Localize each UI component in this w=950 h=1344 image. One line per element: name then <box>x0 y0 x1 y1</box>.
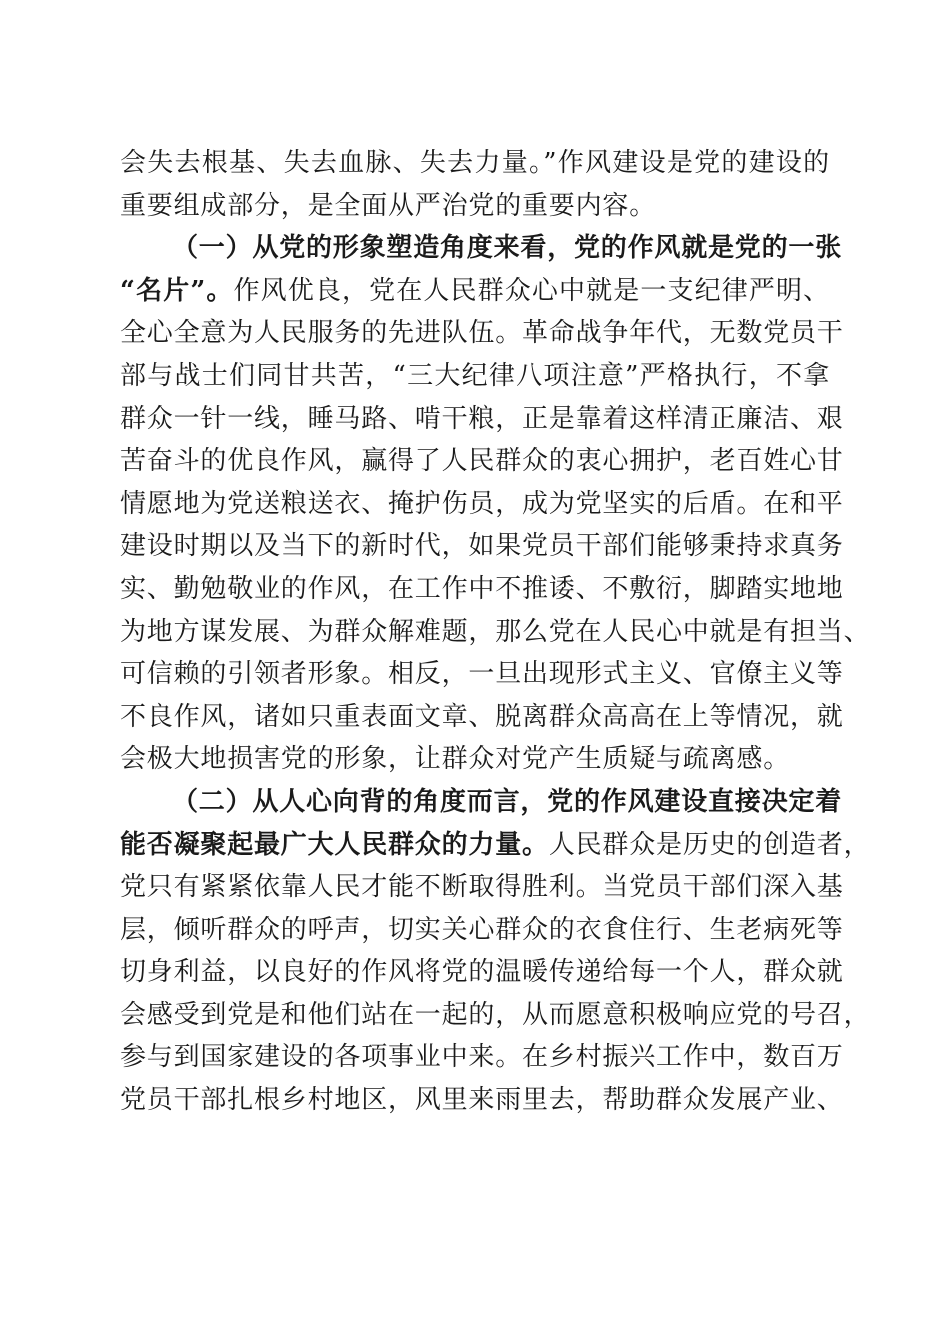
text-run: 会感受到党是和他们站在一起的，从而愿意积极响应党的号召， <box>120 999 871 1030</box>
text-line <box>120 355 830 398</box>
bold-text-run: 能否凝聚起最广大人民群众的力量。 <box>120 829 549 860</box>
text-line <box>120 951 844 994</box>
text-line <box>120 1036 844 1079</box>
text-run: 层，倾听群众的呼声，切实关心群众的衣食住行、生老病死等 <box>120 914 844 945</box>
text-line <box>120 483 844 526</box>
text-line <box>120 312 844 355</box>
text-line <box>120 653 844 696</box>
text-run: 参与到国家建设的各项事业中来。在乡村振兴工作中，数百万 <box>120 1042 844 1073</box>
text-line <box>120 270 830 313</box>
text-line <box>120 398 844 441</box>
text-line <box>120 568 844 611</box>
text-line <box>120 142 830 185</box>
text-run: 人民群众是历史的创造者， <box>548 829 871 860</box>
text-run: 作风优良，党在人民群众心中就是一支纪律严明、 <box>233 275 830 306</box>
text-run: 建设时期以及当下的新时代，如果党员干部们能够秉持求真务 <box>120 531 844 562</box>
text-run: 群众一针一线，睡马路、啃干粮，正是靠着这样清正廉洁、艰 <box>120 403 844 434</box>
text-line <box>120 738 830 781</box>
text-line <box>120 185 830 228</box>
text-run: 党员干部扎根乡村地区，风里来雨里去，帮助群众发展产业、 <box>120 1085 844 1116</box>
text-run: 不良作风，诸如只重表面文章、脱离群众高高在上等情况，就 <box>120 701 844 732</box>
text-run: 实、勤勉敬业的作风，在工作中不推诿、不敷衍，脚踏实地地 <box>120 573 844 604</box>
text-run: 部与战士们同甘共苦，“三大纪律八项注意”严格执行，不拿 <box>120 360 830 391</box>
text-line <box>120 994 871 1037</box>
bold-text-run: （二）从人心向背的角度而言，党的作风建设直接决定着 <box>172 786 843 817</box>
text-run: 会失去根基、失去血脉、失去力量。”作风建设是党的建设的 <box>120 148 830 178</box>
text-run: 全心全意为人民服务的先进队伍。革命战争年代，无数党员干 <box>120 318 844 349</box>
text-run: 情愿地为党送粮送衣、掩护伤员，成为党坚实的后盾。在和平 <box>120 488 844 519</box>
text-line <box>120 525 844 568</box>
bold-text-run: “名片”。 <box>120 275 234 306</box>
text-run: 为地方谋发展、为群众解难题，那么党在人民心中就是有担当、 <box>120 616 871 647</box>
text-line <box>120 824 871 867</box>
text-run: 党只有紧紧依靠人民才能不断取得胜利。当党员干部们深入基 <box>120 872 844 903</box>
text-line <box>120 227 843 270</box>
document-body <box>120 142 871 1122</box>
text-line <box>120 1079 844 1122</box>
text-run: 切身利益，以良好的作风将党的温暖传递给每一个人，群众就 <box>120 957 844 988</box>
text-line <box>120 781 843 824</box>
text-run: 会极大地损害党的形象，让群众对党产生质疑与疏离感。 <box>120 744 791 775</box>
text-line <box>120 696 844 739</box>
text-line <box>120 866 844 909</box>
text-run: 可信赖的引领者形象。相反，一旦出现形式主义、官僚主义等 <box>120 659 844 690</box>
bold-text-run: （一）从党的形象塑造角度来看，党的作风就是党的一张 <box>172 233 843 264</box>
text-line <box>120 611 871 654</box>
text-run: 苦奋斗的优良作风，赢得了人民群众的衷心拥护，老百姓心甘 <box>120 446 844 477</box>
text-line <box>120 440 844 483</box>
text-run: 重要组成部分，是全面从严治党的重要内容。 <box>120 190 657 221</box>
text-line <box>120 909 844 952</box>
